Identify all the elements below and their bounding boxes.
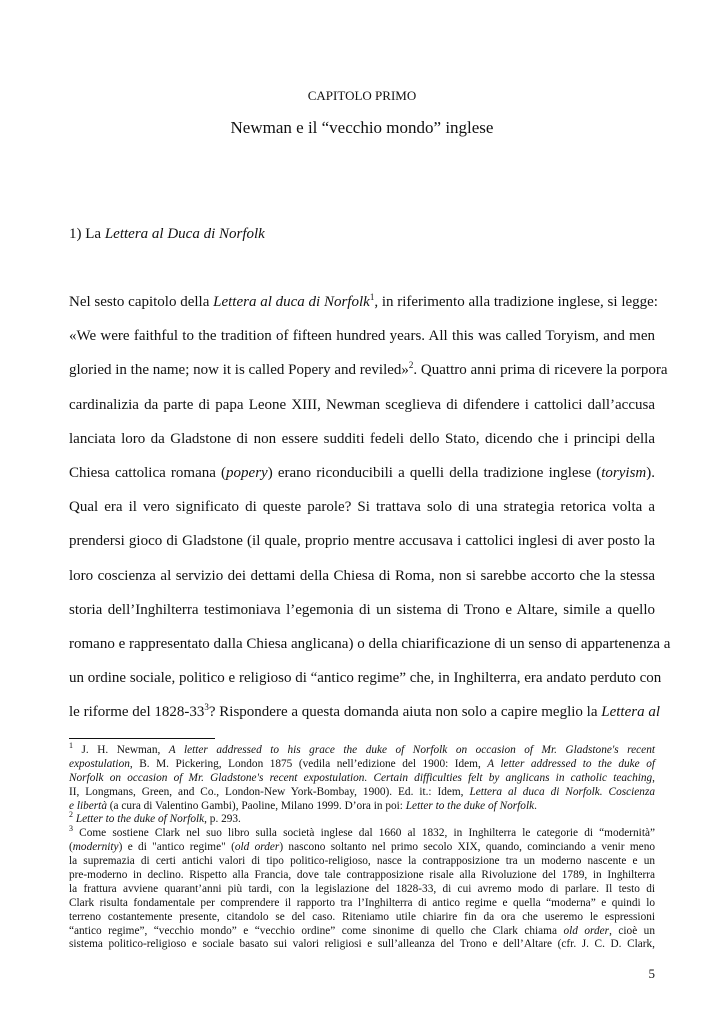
text-run: ) e di "antico regime" ( xyxy=(118,841,235,854)
text-run: e libertà xyxy=(69,799,107,812)
text-run: modernity xyxy=(72,841,119,854)
text-run: ( xyxy=(69,841,73,854)
text-run: gloried in the name; now it is called Popery and reviled» xyxy=(69,362,409,379)
footnote-line: Clark risulta fondamentale per comprendere il rapporto tra l’Inghilterra di antico regime e quella “moderna” e quindi lo xyxy=(69,896,655,909)
text-run: Norfolk on occasion of Mr. Gladstone's recent expostulation. Certain difficulties felt by anglicans in catholic teaching xyxy=(69,771,653,784)
footnote-line xyxy=(69,925,655,939)
footnote-ref[interactable]: 3 xyxy=(204,702,209,713)
text-run: , in riferimento alla tradizione inglese, si legge: xyxy=(374,294,658,310)
text-run: , cioè un xyxy=(609,924,655,937)
text-run: ) erano riconducibili a quelli della tradizione inglese ( xyxy=(267,464,602,481)
text-run: Lettera al xyxy=(601,704,660,721)
body-line: loro coscienza al servizio dei dettami della Chiesa di Roma, non si sarebbe accorto che la stessa xyxy=(69,567,655,584)
footnote-line xyxy=(69,741,655,758)
body-line: cardinalizia da parte di papa Leone XIII, Newman sceglieva di difendere i cattolici dall’accusa xyxy=(69,396,655,413)
chapter-title: Newman e il “vecchio mondo” inglese xyxy=(230,118,494,137)
footnote-line xyxy=(69,824,655,841)
text-run: , B. M. Pickering, London 1875 (vedila nell’edizione del 1900: Idem, xyxy=(129,757,488,770)
section-heading xyxy=(69,226,265,243)
text-run: popery xyxy=(226,464,268,481)
body-line xyxy=(69,695,660,729)
text-run: toryism xyxy=(601,464,647,481)
text-run: A letter addressed to his grace the duke of Norfolk on occasion of Mr. Gladstone's recent xyxy=(168,744,655,756)
text-run: expostulation xyxy=(69,757,130,770)
text-run: . Quattro anni prima di ricevere la porpora xyxy=(413,362,668,379)
body-paragraph xyxy=(69,285,671,729)
footnote-divider xyxy=(69,738,215,739)
footnote-line xyxy=(69,810,655,827)
body-line xyxy=(69,456,655,490)
text-run: , xyxy=(652,771,655,784)
body-line: lanciata loro da Gladstone di non essere sudditi fedeli dello Stato, dicendo che i principi della xyxy=(69,430,655,447)
footnote-line xyxy=(69,841,655,855)
footnote-ref[interactable]: 1 xyxy=(369,292,375,302)
body-line xyxy=(69,285,658,319)
text-run: II, Longmans, Green, and Co., London-New York-Bombay, 1900). Ed. it.: Idem, xyxy=(69,785,470,798)
footnote-number: 2 xyxy=(69,810,73,820)
section-title: Lettera al Duca di Norfolk xyxy=(104,226,265,242)
text-run: “antico regime”, “vecchio mondo” e “vecchio ordine” come sinonime di quello che Clark chiama xyxy=(69,924,564,937)
footnote-line xyxy=(69,758,655,772)
text-run: ) nascono soltanto nel primo secolo XIX, quando, cominciando a venir meno xyxy=(279,841,655,854)
text-run: ). xyxy=(646,464,655,481)
text-run: A letter addressed to the duke of xyxy=(487,757,655,770)
text-run: J. H. Newman, xyxy=(73,744,169,756)
text-run: ? Rispondere a questa domanda aiuta non solo a capire meglio la xyxy=(208,704,602,721)
footnote-line xyxy=(69,772,655,786)
body-line xyxy=(69,353,668,387)
body-line: storia dell’Inghilterra testimoniava l’egemonia di un sistema di Trono e Altare, simile a quello xyxy=(69,601,655,618)
text-run: Nel sesto capitolo della xyxy=(69,294,214,310)
body-line: prendersi gioco di Gladstone (il quale, proprio mentre accusava i cattolici inglesi di aver posto la xyxy=(69,533,655,550)
footnote-line xyxy=(69,800,655,814)
footnote-line: terreno costantemente presente, citandolo se del caso. Riteniamo utile chiarire fin da ora che useremo le espressioni xyxy=(69,910,655,923)
chapter-label xyxy=(0,88,724,104)
footnote-line: la supremazia di certi antichi valori di tipo politico-religioso, nasce la contrapposizione tra un moderno nascente e un xyxy=(69,855,655,868)
text-run: old order xyxy=(563,924,610,937)
footnote-number: 3 xyxy=(69,824,73,834)
footnote-number: 1 xyxy=(69,741,73,751)
footnotes xyxy=(69,741,655,952)
text-run: . xyxy=(534,799,537,812)
text-run: Lettera al duca di Norfolk xyxy=(213,294,370,310)
footnote-line: sistema politico-religioso e sociale basato sui valori religiosi e sull’alleanza del Trono e dell’Altare (cfr. J. C. D. Clark, xyxy=(69,938,655,951)
footnote-line: la frattura avviene quarant’anni più tardi, con la legislazione del 1828-33, di cui avremo modo di parlare. Il testo di xyxy=(69,882,655,895)
text-run: le riforme del 1828-33 xyxy=(69,704,205,721)
text-run: (a cura di Valentino Gambi), Paoline, Milano 1999. D’ora in poi: xyxy=(106,799,406,812)
chapter-label-rest: APITOLO PRIMO xyxy=(316,88,417,103)
body-line: Qual era il vero significato di queste parole? Si trattava solo di una strategia retorica volta a xyxy=(69,499,655,516)
page-number: 5 xyxy=(648,966,655,981)
text-run: Letter to the duke of Norfolk xyxy=(75,813,205,826)
text-run: Come sostiene Clark nel suo libro sulla società inglese dal 1660 al 1832, in Inghilterra le categorie di “modernità” xyxy=(73,827,655,840)
chapter-label-initial: C xyxy=(307,88,317,103)
text-run: Chiesa cattolica romana ( xyxy=(69,464,227,481)
body-line: un ordine sociale, politico e religioso di “antico regime” che, in Inghilterra, era andato perduto con xyxy=(69,670,662,687)
text-run: Letter to the duke of Norfolk xyxy=(405,799,535,812)
section-number: 1) La xyxy=(69,226,105,242)
body-line: «We were faithful to the tradition of fifteen hundred years. All this was called Toryism, and men xyxy=(69,328,655,345)
footnote-line xyxy=(69,786,655,800)
text-run: , p. 293. xyxy=(204,813,241,826)
text-run: old order xyxy=(234,841,280,854)
body-line: romano e rappresentato dalla Chiesa anglicana) o della chiarificazione di un senso di appartenenza a xyxy=(69,635,671,652)
footnote-ref[interactable]: 2 xyxy=(408,360,414,371)
text-run: Lettera al duca di Norfolk. Coscienza xyxy=(469,785,655,798)
footnote-line: pre-moderno in declino. Rispetto alla Francia, dove tale contrapposizione risale alla Rivoluzione del 1789, in Inghilterra xyxy=(69,869,655,882)
